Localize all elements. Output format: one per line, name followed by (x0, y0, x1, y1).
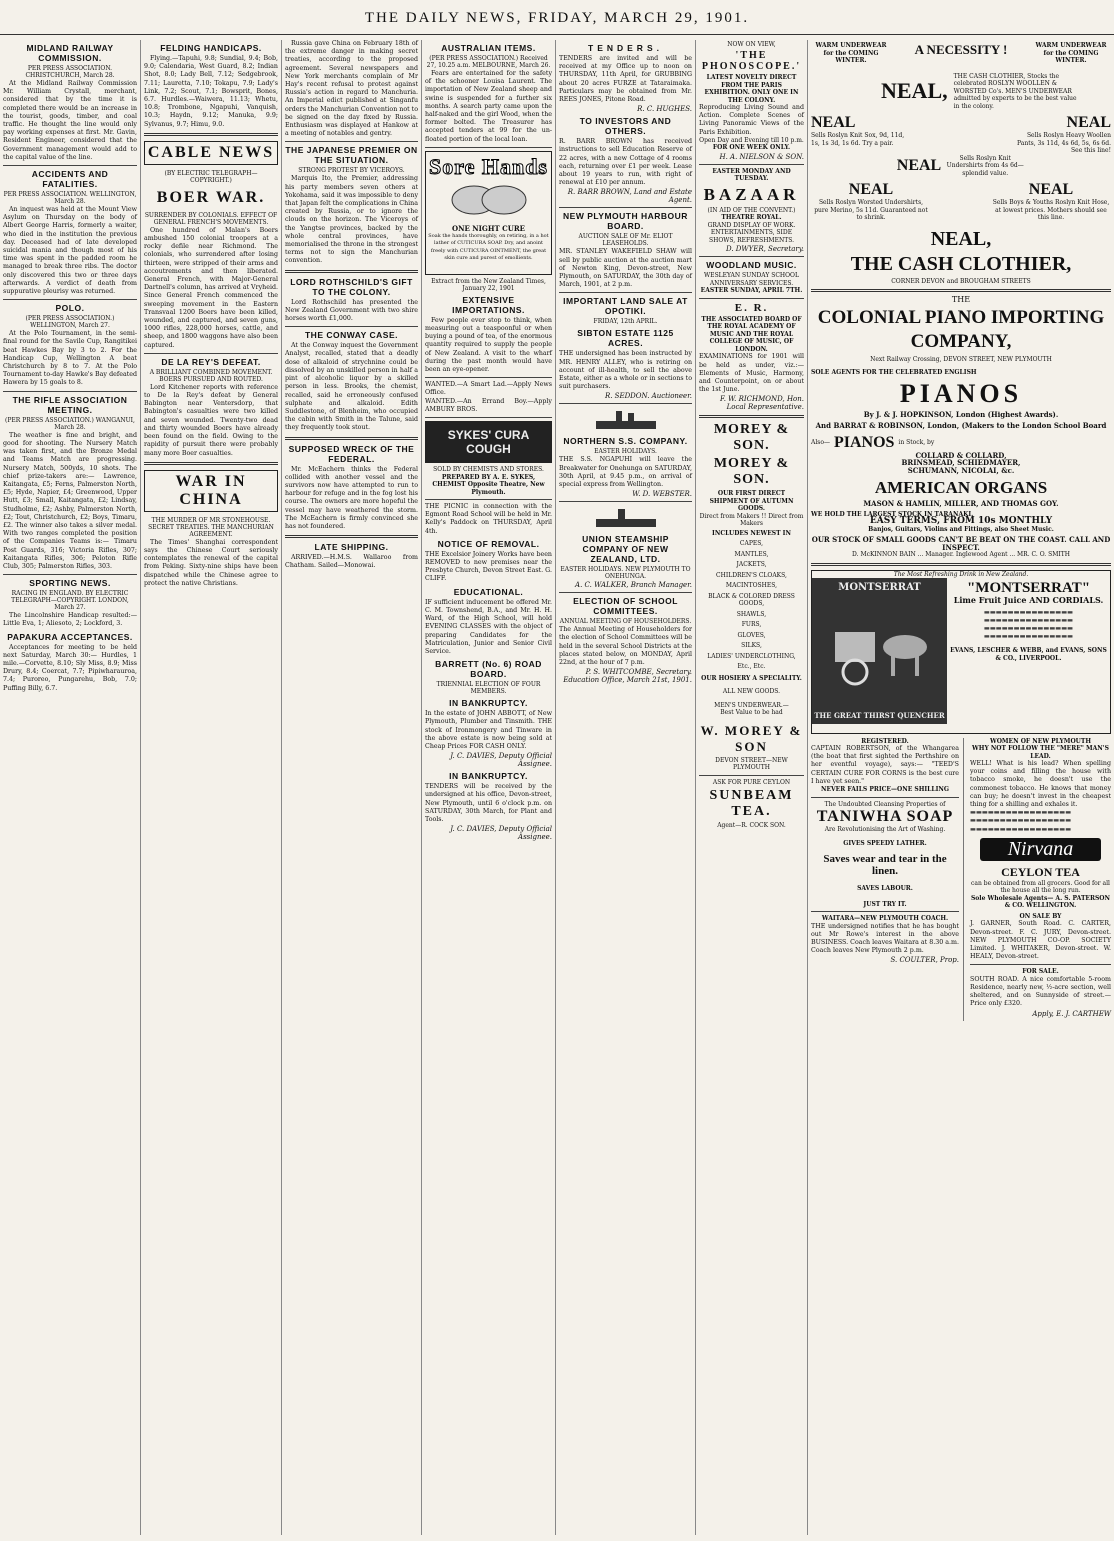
heading-bankruptcy: IN BANKRUPTCY. (449, 698, 528, 709)
heading-sibton: SIBTON ESTATE 1125 ACRES. (577, 328, 674, 349)
divider (699, 164, 804, 165)
ad-text: Soak the hands thoroughly, on retiring, in a hot lather of CUTICURA SOAP. Dry, and anoint freely with CUTICURA OINTMENT, the great skin cure and purest of emollients. (428, 232, 549, 262)
heading-investors: TO INVESTORS AND OTHERS. (579, 116, 672, 137)
goods-item: LADIES' UNDERCLOTHING, (707, 652, 796, 660)
divider (811, 289, 1111, 292)
column-5 (555, 40, 695, 1535)
divider (285, 535, 418, 538)
article-text: At the Conway inquest the Government Analyst, recalled, stated that a deadly dose of alkaloid of strychnine could be dissolved by an unskilled person in half a pint of alcoholic liquor by a skilled person in less. Brooks, the chemist, recalled, said he erroneously confused sulphate and alkaloid. Edith Suddlestone, of Blenheim, who occupied the cabin with Smith in the Talune, said they frequently took stout. (285, 342, 418, 432)
heading-polo: POLO. (55, 303, 85, 314)
ad-text: (IN AID OF THE CONVENT.) (707, 206, 796, 214)
dateline: PER PRESS ASSOCIATION. CHRISTCHURCH, March 28. (25, 65, 115, 79)
ad-text: FOR ONE WEEK ONLY. (712, 144, 791, 152)
ad-text: WE HOLD THE LARGEST STOCK IN TARANAKI. (811, 510, 974, 518)
ad-text: SOLD BY CHEMISTS AND STORES. (433, 466, 544, 474)
montserrat-content (812, 578, 1110, 724)
montserrat-title: "MONTSERRAT" (966, 580, 1091, 596)
divider (3, 574, 137, 575)
article-text: An inquest was held at the Mount View Asylum on Thursday on the body of Albert George Harris, formerly a waiter, who died in the institution the previous day. Deceased had of late developed suicidal mania and though most of his time was spent in the padded room he managed to break three ribs. The doctor only discovered this two or three days afterwards. A verdict of death from suppurative pleurisy was returned. (3, 206, 137, 296)
ad-text: Reproducing Living Sound and Action. Complete Scenes of Living Panoramic Views of the Paris Exhibition. (699, 104, 804, 136)
subheading: STRONG PROTEST BY VICEROYS. (298, 167, 405, 175)
signature: F. W. RICHMOND, Hon. Local Representative. (719, 395, 804, 412)
column-3 (281, 40, 421, 1535)
signature: P. S. WHITCOMBE, Secretary. Education Office, March 21st, 1901. (563, 668, 692, 685)
divider (3, 165, 137, 166)
article-text: At the Midland Railway Commission Mr. William Crystall, merchant, considered that by the time it is completed there would be an increase in the tourist, goods, timber, and coal traffic. He thought the line would only pay working expenses at first. Mr. Gavin, Resident Engineer, considered that the Government management would add to the capital value of the line. (3, 80, 137, 161)
divider (559, 207, 692, 208)
sunbeam-title: SUNBEAM TEA. (709, 788, 794, 820)
neal-title: NEAL (848, 181, 894, 198)
article-text: Fears are entertained for the safety of the schooner Louisa Laurent. The importation of New Zealand sheep and swine is suspended for a further six months. A search party came upon the half-naked and the girl Wood, when the former bolted. The Treasurer has accepted tenders at 99 for the un-floated portion of the local loan. (425, 70, 552, 143)
ad-text: GRAND DISPLAY OF WORK. ENTERTAINMENTS, SIDE SHOWS, REFRESHMENTS. (707, 221, 796, 244)
ad-text: NOW ON VIEW, (727, 41, 776, 48)
divider (144, 462, 278, 465)
divider (811, 563, 1111, 566)
divider (425, 417, 552, 418)
subheading: AUCTION SALE OF Mr. ELIOT LEASEHOLDS. (578, 233, 673, 248)
ad-text: COLLARD & COLLARD, BRINSMEAD, SCHIEDMAYER, SCHUMANN, NICOLAI, &c. (901, 450, 1021, 475)
necessity-title: A NECESSITY ! (914, 42, 1008, 57)
ad-text: EASTER SUNDAY, APRIL 7TH. (700, 287, 803, 295)
lower-right-ads: WOMEN OF NEW PLYMOUTH WHY NOT FOLLOW THE "MERE" MAN'S LEAD. WELL! What is his lead? When spelling your coins and filling the house with tobacco smoke, he doesn't use the commonest tobacco. He knows that money can buy; he doesn't invest in the cheapest thing for a shilling and exhales it. ▬▬▬▬▬▬▬▬▬▬▬▬▬▬▬▬▬ ▬▬▬▬▬▬▬▬▬▬▬▬▬▬▬▬▬ ▬▬▬▬▬▬▬▬▬▬▬▬▬▬▬▬▬ Nirvana CEYLON TEA can be obtained from all grocers. Good for all the house all the long run. Sole Wholesale Agents— A. S. PATERSON & CO. WELLINGTON. ON SALE BY J. GARNER, South Road. C. CARTER, Devon-street. F. C. JURY, Devon-street. NEW PLYMOUTH CO-OP. SOCIETY Limited. J. WHITAKER, Devon-street. W. HEALY, Devon-street. FOR SALE. SOUTH ROAD. A nice comfortable 5-room Residence, nearly new, ½-acre section, well sheltered, and on Sunnyside of street.—Price only £320. Apply, E. J. CARTHEW (970, 737, 1111, 1018)
divider (970, 964, 1111, 965)
ad-text: SOLE AGENTS FOR THE CELEBRATED ENGLISH (811, 369, 977, 376)
heading-bankruptcy: IN BANKRUPTCY. (449, 771, 528, 782)
neal-title: NEAL, (881, 78, 948, 104)
divider (3, 299, 137, 300)
divider (144, 133, 278, 136)
ad-text: ALL NEW GOODS. (722, 688, 781, 696)
bazaar-title: BAZAAR (703, 184, 800, 204)
steamship-icon (586, 407, 666, 433)
article-text: Lord Rothschild has presented the New Zealand Government with two shire horses worth £1,000. (285, 298, 418, 323)
heading-rothschild: LORD ROTHSCHILD'S GIFT TO THE COLONY. (290, 276, 413, 297)
ad-text: JUST TRY IT. (863, 900, 907, 908)
article-text: Russia gave China on February 18th of the extreme danger in making secret treaties, according to the proposed agreement. Several newspapers and New York merchants complain of Mr Hay's recent refusal to protest against Russia's action in regard to Manchuria. An Imperial edict published at Singanfu orders the Manchurian Convention not to be signed on the day fixed by Russia. Enthusiasm was displayed at Hankow at a meeting of notables and gentry. (285, 40, 418, 138)
er-heading: E. R. (734, 301, 769, 314)
subheading: SURRENDER BY COLONIALS. EFFECT OF GENERAL FRENCH'S MOVEMENTS. (144, 211, 278, 226)
ad-text: THE undersigned notifies that he has bought out Mr Rowe's interest in the above BUSINESS. Coach leaves Waitara at 8.30 a.m. Coach leaves New Plymouth 2 p.m. (811, 922, 959, 955)
notice-text: R. BARR BROWN has received instructions to sell Education Reserve of 22 acres, with a new Cottage of 4 rooms each, returning over £1 per week. Lease about 19 years to run, with right of renewal at £10 per annum. (559, 138, 692, 187)
divider (699, 415, 804, 418)
divider (425, 499, 552, 500)
neal-big-title: NEAL, (930, 227, 992, 250)
masthead (0, 4, 1114, 35)
ad-text: Open Day and Evening till 10 p.m. (699, 136, 804, 144)
ad-text: EXAMINATIONS for 1901 will be held as under, viz.:— Elements of Music, Harmony, and Counterpoint, on or about the 1st June. (699, 353, 804, 394)
pianos-also (811, 434, 1111, 452)
ad-text: can be obtained from all grocers. Good for all the house all the long run. (971, 879, 1110, 895)
ad-text: Sells Boys & Youths Roslyn Knit Hose, at lowest prices. Mothers should see this line. (992, 199, 1110, 221)
divider (3, 391, 137, 392)
signature: R. SEDDON. Auctioneer. (604, 392, 692, 401)
ad-text: DEVON STREET—NEW PLYMOUTH (715, 756, 788, 772)
notice-text: THE S.S. NGAPUHI will leave the Breakwater for Onehunga on SATURDAY, 30th April, at 9.45 p.m., on arrival of special express from Wellington. (559, 456, 692, 489)
ad-text: ON SALE BY (1019, 912, 1062, 920)
neal-right (991, 181, 1111, 222)
signature: D. DWYER, Secretary. (725, 245, 804, 254)
notice-text: TENDERS will be received by the undersigned at his office, Devon-street, New Plymouth, until 6 o'clock p.m. on SATURDAY, 30th March, for Plant and Tools. (425, 783, 552, 823)
ad-text: INCLUDES NEWEST IN (712, 529, 791, 537)
morey-title: MOREY & SON. (713, 456, 790, 488)
ad-text: WAITARA—NEW PLYMOUTH COACH. (821, 915, 949, 923)
ad-text: Agent—R. COCK SON. (717, 822, 786, 830)
dateline: PER PRESS ASSOCIATION. WELLINGTON, March 28. (3, 191, 137, 206)
goods-item: MANTLES, (734, 550, 769, 558)
subheading: EASTER HOLIDAYS. NEW PLYMOUTH TO ONEHUNGA. (560, 566, 691, 581)
ad-text: OUR HOSIERY A SPECIALITY. (701, 674, 802, 682)
heading-election: ELECTION OF SCHOOL COMMITTEES. (573, 596, 678, 617)
phonoscope-title: 'THE PHONOSCOPE.' (701, 50, 802, 72)
clothier-title: THE CASH CLOTHIER, (850, 252, 1072, 275)
divider (144, 353, 278, 354)
montserrat-illustration (812, 578, 947, 724)
neal-row (811, 114, 1111, 155)
goods-list (699, 540, 804, 671)
dateline: (PER PRESS ASSOCIATION.) WELLINGTON, March 27. (25, 315, 115, 330)
subheading: A BRILLIANT COMBINED MOVEMENT. BOERS PURSUED AND ROUTED. (149, 368, 273, 383)
montserrat-text: "MONTSERRAT" Lime Fruit Juice AND CORDIALS. ▬▬▬▬▬▬▬▬▬▬▬▬▬▬▬ ▬▬▬▬▬▬▬▬▬▬▬▬▬▬▬ ▬▬▬▬▬▬▬▬▬▬▬▬▬▬▬ ▬▬▬▬▬▬▬▬▬▬▬▬▬▬▬ EVANS, LESCHER & WEBB, and EVANS, SONS & CO., LIVERPOOL. (950, 580, 1107, 662)
ad-text: The Most Refreshing Drink in New Zealand. (893, 570, 1029, 578)
ad-text: ASK FOR PURE CEYLON (712, 778, 791, 786)
pianos-title: PIANOS (833, 433, 895, 451)
steamship-icon (586, 505, 666, 531)
column-4 (421, 40, 555, 1535)
heading-federal: SUPPOSED WRECK OF THE FEDERAL. (288, 443, 415, 464)
ad-text: Best Value to be had (720, 709, 783, 717)
notice-text: MR. STANLEY WAKEFIELD SHAW will sell by public auction at the auction mart of Newton King, Devon-street, New Plymouth, on SATURDAY, the 30th day of March, 1901, at 2 p.m. (559, 248, 692, 289)
hands-illustration-icon (444, 180, 534, 220)
ad-label: ONE NIGHT CURE (451, 223, 525, 233)
signature: R. BARR BROWN, Land and Estate Agent. (567, 188, 692, 205)
ad-text: Are Revolutionising the Art of Washing. (824, 826, 946, 834)
ad-text: FOR SALE. (1022, 968, 1059, 976)
subheading: TRIENNIAL ELECTION OF FOUR MEMBERS. (436, 681, 541, 696)
column-7 (807, 40, 1114, 1535)
newspaper-title: THE DAILY NEWS, FRIDAY, MARCH 29, 1901. (364, 10, 750, 26)
subheading: THE MURDER OF MR STONEHOUSE. SECRET TREATIES. THE MANCHURIAN AGREEMENT. (148, 516, 274, 538)
ad-title: SYKES' CURA COUGH (447, 428, 530, 457)
divider (285, 270, 418, 273)
ad-sore-hands (425, 151, 552, 275)
neal-title: NEAL (1066, 114, 1111, 131)
ad-text: J. GARNER, South Road. C. CARTER, Devon-street. F. C. JURY, Devon-street. NEW PLYMOUTH CO-OP. SOCIETY Limited. J. WHITAKER, Devon-street. W. HEALY, Devon-street. (970, 920, 1111, 961)
neal-title: NEAL (896, 156, 942, 174)
ad-text: Lime Fruit Juice AND CORDIALS. (953, 595, 1104, 605)
ad-text: WARM UNDERWEAR for the COMING WINTER. (815, 42, 887, 64)
neal-title: NEAL (811, 114, 856, 131)
heading-educational: EDUCATIONAL. (453, 586, 524, 597)
ad-text: And BARRAT & ROBINSON, London, (Makers to the London School Board (815, 421, 1107, 430)
goods-item: CHILDREN'S CLOAKS, (716, 571, 787, 579)
neal-left (811, 181, 931, 222)
notice-text: In the estate of JOHN ABBOTT, of New Plymouth, Plumber and Tinsmith. THE stock of Ironmongery and Tinware in the above estate is now being sold at Cheap Prices FOR CASH ONLY. (425, 710, 552, 750)
ad-text: Next Railway Crossing, DEVON STREET, NEW PLYMOUTH (870, 355, 1052, 363)
divider (559, 403, 692, 404)
heading-union-ss: UNION STEAMSHIP COMPANY OF NEW ZEALAND, LTD. (582, 534, 669, 565)
ad-text: in Stock, by (898, 438, 935, 446)
war-in-china-heading: WAR IN CHINA (144, 470, 278, 512)
ad-text: THE (951, 295, 971, 304)
notice-text: TENDERS are invited and will be received at my Office up to noon on THURSDAY, 11th April, for GRUBBING about 20 acres FURZE at Tataraimaka. Particulars may be obtained from Mr. REES JONES, Pitone Road. (559, 55, 692, 104)
ad-cura-cough (425, 421, 552, 463)
column-1 (0, 40, 140, 1535)
article-text: Lord Kitchener reports with reference to De la Rey's defeat by General Babington near Ventersdorp, that Babington's casualties were two killed and seven wounded. Twenty-two dead and thirty wounded Boers have already been found on the field. Owing to the rapidity of pursuit there were probably many more Boer casualties. (144, 383, 278, 457)
goods-item: SILKS, (741, 642, 762, 650)
signature: J. C. DAVIES, Deputy Official Assignee. (450, 752, 552, 769)
heading-harbour: NEW PLYMOUTH HARBOUR BOARD. (563, 211, 688, 232)
goods-item: CAPES, (739, 540, 764, 548)
notice-text: The Annual Meeting of Householders for the election of School Committees will be held in the several School Districts at the places stated below, on MONDAY, April 22nd, at the hour of 7 p.m. (559, 626, 692, 667)
article-text: The Times' Shanghai correspondent says the Chinese Court seriously contemplates the renewal of the capital from Peking. Sixty-nine ships have been dispatched while the Chinese agree to protect the native Christians. (144, 538, 278, 587)
divider (559, 592, 692, 593)
neal-row (811, 181, 1111, 222)
ad-text: LATEST NOVELTY DIRECT FROM THE PARIS EXHIBITION. ONLY ONE IN THE COLONY. (704, 74, 799, 104)
divider (285, 141, 418, 142)
ad-text: OUR STOCK OF SMALL GOODS CAN'T BE BEAT ON THE COAST. CALL AND INSPECT. (811, 535, 1111, 552)
ad-text: CAPTAIN ROBERTSON, of the Whangarea (the boat that first sighted the Perthshire on her eventful voyage), says:— "TEED'S CERTAIN CURE FOR CORNS is the best cure I have yet seen." (811, 745, 959, 785)
heading-barrett: BARRETT (No. 6) ROAD BOARD. (435, 659, 542, 680)
ad-text: Also— (811, 438, 830, 446)
lower-left-ads (811, 738, 964, 1021)
goods-item: SHAWLS, (736, 610, 767, 618)
divider (559, 292, 692, 293)
heading-conway: THE CONWAY CASE. (304, 330, 399, 341)
ad-text: EASY TERMS, FROM 10s MONTHLY (869, 516, 1053, 526)
ad-text: MEN'S UNDERWEAR.— (714, 701, 789, 709)
neal-center (811, 155, 1111, 178)
dateline: (PER PRESS ASSOCIATION.) WANGANUI, March 28. (5, 416, 135, 431)
ad-text: SOUTH ROAD. A nice comfortable 5-room Residence, nearly new, ½-acre section, well sheltered, and on Sunnyside of street.—Price only £320. (970, 975, 1111, 1008)
heading-land-sale: IMPORTANT LAND SALE AT OPOTIKI. (563, 296, 688, 317)
article-text: Flying.—Tapuhi, 9.8; Sundial, 9.4; Bob, 9.0; Calendaria, West Guard, 8.2; Indian Shot, 8.0; Lady Bell, 7.12; Sedgebrook, 7.11; Lauretta, 7.10; Tokapu, 7.9; Lady's Link, 7.2; Scout, 7.1; Bowsprit, Bones, 6.7. Hurdles.—Waiwera, 11.13; Whetu, 10.8; Trombone, Ngapuhi, Vanquish, 10.3; Haydn, 9.12; Manuka, 9.9; Sylvanus, 9.7; Himu, 9.0. (144, 55, 278, 128)
goods-item: GLOVES, (737, 631, 766, 639)
ad-text: NEVER FAILS PRICE—ONE SHILLING (820, 786, 950, 794)
heading-woodland: WOODLAND MUSIC. (706, 260, 797, 271)
heading-sporting: SPORTING NEWS. (29, 578, 111, 589)
pianos-title: PIANOS (899, 378, 1023, 408)
goods-item: Etc., Etc. (737, 663, 766, 671)
article-text: Acceptances for meeting to be held next Saturday, March 30:— Hurdles, 1 mile.—Corvette, 8.10; Sly Miss, 8.9; Miss Drury, 8.4; Coercat, 7.7; Pipiwharauroa, 7.4; Puroreo, Pungarehu, Bob, 7.0; Puffing Billy, 6.7. (3, 643, 137, 692)
heading-delarey: DE LA REY'S DEFEAT. (161, 356, 261, 367)
ad-text: PREPARED BY A. E. SYKES, CHEMIST Opposite Theatre, New Plymouth. (432, 473, 545, 496)
ad-text: CEYLON TEA (1001, 864, 1080, 879)
ad-text: By J. & J. HOPKINSON, London (Highest Awards). (863, 409, 1059, 419)
column-2 (140, 40, 281, 1535)
signature: W. D. WEBSTER. (632, 490, 692, 499)
divider (811, 911, 959, 912)
ad-text: REGISTERED. (861, 737, 909, 745)
divider (699, 775, 804, 776)
divider (559, 501, 692, 502)
ad-text: The Undoubted Cleansing Properties of (824, 800, 946, 808)
wanted-ad: WANTED.—An Errand Boy.—Apply AMBURY BROS. (425, 397, 552, 413)
ad-text: Sole Wholesale Agents— A. S. PATERSON & CO. WELLINGTON. (970, 894, 1111, 910)
ad-text: Sells Roslyn Worsted Undershirts, pure Merino, 5s 11d. Guaranteed not to shrink. (814, 199, 928, 221)
column-6 (695, 40, 807, 1535)
ad-text: Sells Roslyn Knit Sox, 9d, 11d, 1s, 1s 3d, 1s 6d. Try a pair. (811, 132, 905, 147)
ad-text: OUR FIRST DIRECT SHIPMENT OF AUTUMN GOODS. (709, 490, 794, 513)
article-text: One hundred of Malan's Boers ambushed 150 colonial troopers at a rocky defile near Richmond. The colonials, who surrendered after losing thirteen, were stripped of their arms and accoutrements and then liberated. General French, with Major-General Dartnell's column, has arrived at Vryheid. Since General French commenced the sweeping movement in the Eastern Transvaal 1200 Boers have been killed, wounded, and captured, and seven guns, 1000 rifles, 228,000 horses, cattle, and sheep, and 1800 waggons have also been captured. (144, 226, 278, 349)
divider (285, 326, 418, 327)
ad-text: THEATRE ROYAL. (721, 214, 782, 222)
divider (425, 377, 552, 378)
ad-text: THE GREAT THIRST QUENCHER (814, 711, 945, 720)
article-text: ARRIVED.—H.M.S. Wallaroo from Chatham. Sailed—Monowai. (285, 554, 418, 570)
heading-tenders: TENDERS. (588, 43, 663, 53)
neal-left (811, 114, 911, 155)
subheading: EASTER HOLIDAYS. (594, 448, 657, 456)
wmorey-title: W. MOREY & SON (700, 722, 803, 754)
notice-text: THE PICNIC in connection with the Egmont Road School will be held in Mr. Kelly's Paddock on THURSDAY, April 4th. (425, 503, 552, 535)
ad-text: THE ASSOCIATED BOARD OF THE ROYAL ACADEMY OF MUSIC AND THE ROYAL COLLEGE OF MUSIC, OF LONDON. (701, 315, 802, 353)
subheading: FRIDAY, 12th APRIL. (593, 318, 658, 326)
heading-shipping: LATE SHIPPING. (314, 542, 389, 553)
goods-item: JACKETS, (736, 561, 767, 569)
subheading: ANNUAL MEETING OF HOUSEHOLDERS. (559, 618, 692, 626)
ad-text: Sells Roslyn Knit Undershirts from 4s 6d—splendid value. (946, 154, 1024, 177)
ad-montserrat (811, 570, 1111, 734)
ad-text: MASON & HAMLIN, MILLER, AND THOMAS GOY. (863, 499, 1059, 508)
cable-news-heading: CABLE NEWS (144, 141, 278, 165)
dateline: Extract from the New Zealand Times, January 22, 1901 (431, 277, 546, 292)
ad-text: THE CASH CLOTHIER, Stocks the celebrated ROSLYN WOOLLEN & WORSTED Co's. MEN'S UNDERWEAR admitted by experts to be the best value in the colony. (953, 72, 1077, 110)
ad-text: EVANS, LESCHER & WEBB, and EVANS, SONS & CO., LIVERPOOL. (950, 647, 1107, 662)
ad-text: Banjos, Guitars, Violins and Fittings, also Sheet Music. (868, 525, 1054, 533)
ad-text: D. McKINNON BAIN ... Manager. Inglewood Agent ... MR. C. O. SMITH (852, 551, 1070, 558)
goods-item: MACINTOSHES, (725, 582, 778, 590)
dateline: (PER PRESS ASSOCIATION.) Received 27, 10.25 a.m. MELBOURNE, March 26. (426, 55, 551, 69)
wanted-ad: WANTED.—A Smart Lad.—Apply News Office. (425, 381, 552, 397)
article-text: Few people ever stop to think, when measuring out a teaspoonful or when buying a pound of tea, of the enormous quantity required to supply the people of New Zealand. A visit to the wharf during the past month would have been an eye-opener. (425, 316, 552, 374)
divider (285, 437, 418, 440)
goods-item: FURS, (741, 621, 762, 629)
heading-rifle: THE RIFLE ASSOCIATION MEETING. (12, 394, 128, 415)
signature: H. A. NIELSON & SON. (719, 152, 804, 161)
neal-right (1011, 114, 1111, 155)
lower-ads (811, 738, 1111, 1021)
article-text: Marquis Ito, the Premier, addressing his party members seven others at Yokohama, said it was impossible to deny that Japan felt the complications in China created by Russia, or to ignore the clouds on the horizon. The Viceroys of the Yangtse provinces, backed by the whole central provinces, have memorialised the throne in the strongest terms not to sign the Manchurian convention. (285, 175, 418, 265)
divider (699, 298, 804, 299)
signature: J. C. DAVIES, Deputy Official Assignee. (450, 825, 552, 842)
signature: Apply, E. J. CARTHEW (1032, 1009, 1111, 1018)
notice-text: THE undersigned has been instructed by MR. HENRY ALLEY, who is retiring on account of ill-health, to sell the above Estate, either as a whole or in sections to suit purchasers. (559, 350, 692, 391)
ad-text: WHY NOT FOLLOW THE "MERE" MAN'S LEAD. (972, 745, 1109, 760)
nirvana-logo: Nirvana (980, 838, 1101, 861)
heading-removal: NOTICE OF REMOVAL. (437, 538, 540, 549)
heading-australian: AUSTRALIAN ITEMS. (441, 43, 536, 53)
signature: A. C. WALKER, Branch Manager. (575, 581, 692, 590)
ad-text: WOMEN OF NEW PLYMOUTH (989, 737, 1092, 745)
ad-text: Sells Roslyn Heavy Woollen Pants, 3s 11d, 4s 6d, 5s, 6s 6d. See this line! (1017, 132, 1111, 154)
heading-feilding: FELDING HANDICAPS. (160, 43, 262, 53)
morey-title: MOREY & SON. (713, 422, 790, 454)
boer-war-heading: BOER WAR. (156, 188, 266, 206)
heading-papakura: PAPAKURA ACCEPTANCES. (7, 631, 133, 642)
article-text: The weather is fine and bright, and good for shooting. The Nursery Match was taken first, and the Bronze Medal and Teams Match are progressing. Nursery Match, 500yds, 10 shots. The chief prize-takers are:— Lawrence, Kaitangata, £5; Ferns, Palmerston North, £5; Hyde, Napier, £4; Greenwood, Upper Hutt, £3; Small, Kaitangata, £2; Lindsay, Studholme, £2; Ashby, Palmerston North, £2; Tout, Christchurch, £2; Boys, Timaru, £2. The winner also takes a silver medal. With two ranges completed the position of the Companies Teams is:— Timaru Post Guards, 316; Victoria Rifles, 307; Kaitangata Rifles, 306; Peloton Rifle Club, 305; Palmerston Rifles, 303. (3, 431, 137, 570)
dateline: RACING IN ENGLAND. BY ELECTRIC TELEGRAPH—COPYRIGHT. LONDON, March 27. (11, 590, 129, 612)
article-text: Mr. McEachern thinks the Federal collided with another vessel and the survivors now have attempted to run to harbour for refuge and in the fog lost his course. The owners are more hopeful the vessel may have weathered the storm. The McEachern is firmly convinced she has not foundered. (285, 465, 418, 530)
ad-text: CORNER DEVON and BROUGHAM STREETS (891, 277, 1031, 285)
heading-midland: MIDLAND RAILWAY COMMISSION. (26, 43, 114, 63)
horse-cart-icon (825, 612, 935, 692)
neal-title: NEAL (1028, 181, 1074, 198)
ad-text: SAVES LABOUR. (857, 885, 913, 893)
neal-block (811, 73, 1111, 111)
ad-text: Saves wear and tear in the linen. (823, 853, 947, 878)
ad-text: WELL! What is his lead? When spelling your coins and filling the house with tobacco smoke, he doesn't use the commonest tobacco. He knows that money can buy; he doesn't invest in the cheapest thing for a shilling and exhales it. (970, 760, 1111, 809)
piano-company-title: COLONIAL PIANO IMPORTING COMPANY, (817, 306, 1105, 352)
neal-header-row (811, 42, 1111, 65)
signature: S. COULTER, Prop. (890, 956, 959, 965)
goods-item: BLACK & COLORED DRESS GOODS, (708, 592, 795, 608)
ad-text: GIVES SPEEDY LATHER. (843, 839, 927, 847)
article-text: The Lincolnshire Handicap resulted:—Little Eva, 1; Aliesoto, 2; Lockford, 3. (3, 612, 137, 628)
taniwha-title: TANIWHA SOAP (816, 808, 954, 826)
heading-japanese: THE JAPANESE PREMIER ON THE SITUATION. (285, 145, 418, 166)
organs-title: AMERICAN ORGANS (874, 478, 1048, 497)
signature: R. C. HUGHES. (637, 105, 692, 114)
heading-accidents: ACCIDENTS AND FATALITIES. (31, 169, 109, 190)
heading-importations: EXTENSIVE IMPORTATIONS. (452, 294, 525, 315)
heading-northern-ss: NORTHERN S.S. COMPANY. (563, 436, 688, 447)
divider (425, 147, 552, 148)
article-text: At the Polo Tournament, in the semi-final round for the Savile Cup, Rangitikei beat Hawkes Bay by 3 to 2. For the Handicap Cup, Wellington A beat Christchurch by 8 to 7. At the Polo Tournament to-day Hawke's Bay defeated Hawera by 15 goals to 8. (3, 330, 137, 387)
notice-text: IF sufficient inducement be offered Mr. C. M. Townshend, B.A., and Mr. H. H. Ward, of the High School, will hold EVENING CLASSES with the object of preparing Candidates for the Matriculation, Junior and Senior Civil Service. (425, 598, 552, 655)
ad-text: Direct from Makers !! Direct from Makers (699, 512, 804, 528)
notice-text: THE Excelsior Joinery Works have been REMOVED to new premises near the Presbyte Church, Devon Street East. G. CLIFF. (425, 550, 552, 583)
divider (699, 256, 804, 257)
ad-text: WARM UNDERWEAR for the COMING WINTER. (1035, 42, 1107, 64)
ad-title: Sore Hands (428, 153, 548, 179)
ad-text: MONTSERRAT (838, 582, 921, 593)
dateline: (BY ELECTRIC TELEGRAPH—COPYRIGHT.) (164, 169, 258, 184)
ad-text: WESLEYAN SUNDAY SCHOOL ANNIVERSARY SERVICES. (704, 272, 799, 287)
ad-text: EASTER MONDAY AND TUESDAY. (712, 167, 791, 183)
divider (811, 797, 959, 798)
